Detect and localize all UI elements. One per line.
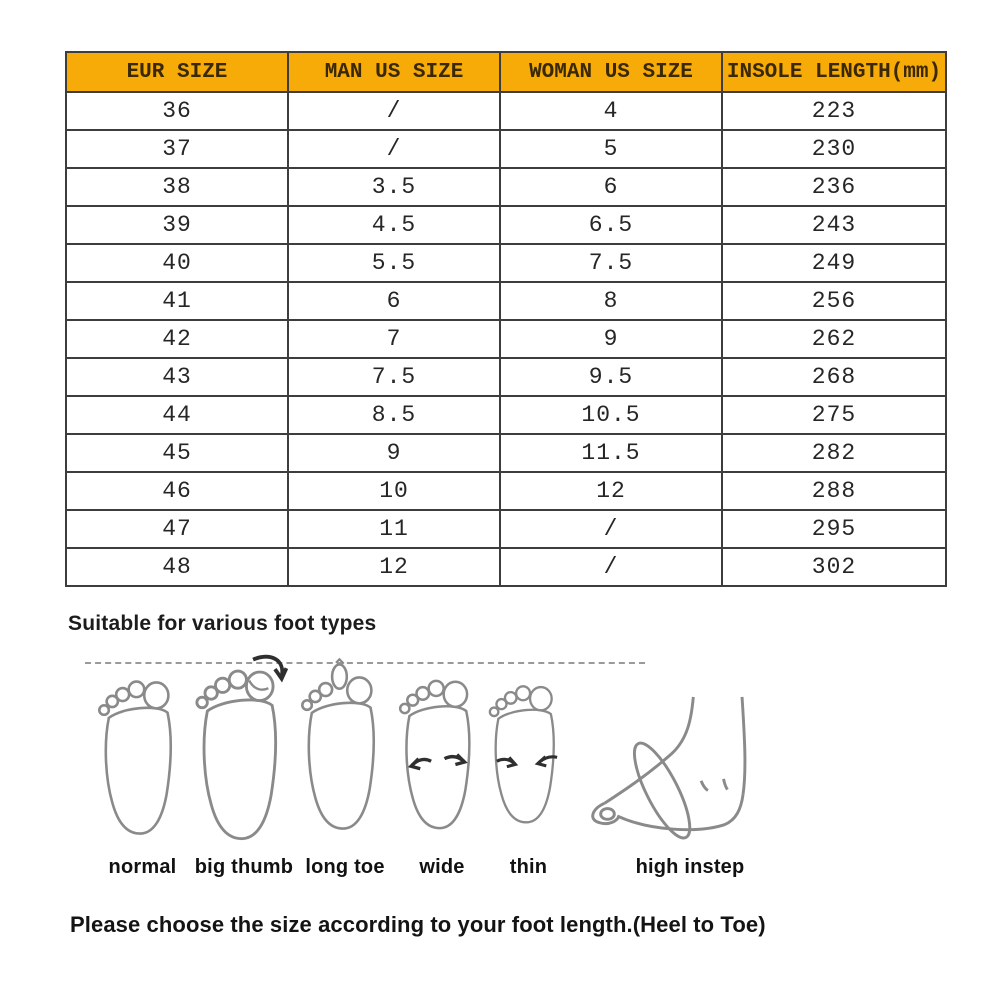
foot-type-label-normal: normal <box>108 856 177 878</box>
table-cell: 6 <box>288 282 500 320</box>
foot-side-outline-icon <box>578 695 793 851</box>
table-row <box>66 434 946 472</box>
foot-outline-icon <box>396 660 488 844</box>
foot-long-toe-illustration <box>298 654 393 846</box>
table-cell: 243 <box>722 206 946 244</box>
table-cell: 295 <box>722 510 946 548</box>
table-cell: 44 <box>66 396 288 434</box>
table-header-row <box>66 52 946 92</box>
table-cell: 7.5 <box>500 244 722 282</box>
table-cell: 38 <box>66 168 288 206</box>
table-cell: 40 <box>66 244 288 282</box>
table-row <box>66 472 946 510</box>
table-row <box>66 320 946 358</box>
table-row <box>66 130 946 168</box>
table-cell: 43 <box>66 358 288 396</box>
table-cell: 6.5 <box>500 206 722 244</box>
size-table-container <box>65 51 945 587</box>
foot-thin-illustration <box>486 660 571 844</box>
table-cell: 275 <box>722 396 946 434</box>
table-cell: / <box>288 92 500 130</box>
table-cell: 12 <box>500 472 722 510</box>
table-row <box>66 244 946 282</box>
header-cell: INSOLE LENGTH(mm) <box>722 52 946 92</box>
table-cell: 8.5 <box>288 396 500 434</box>
table-cell: 9 <box>500 320 722 358</box>
table-cell: 9.5 <box>500 358 722 396</box>
foot-outline-icon <box>298 654 393 846</box>
table-cell: 3.5 <box>288 168 500 206</box>
table-row <box>66 510 946 548</box>
table-cell: 42 <box>66 320 288 358</box>
table-row <box>66 282 946 320</box>
size-table <box>65 51 947 587</box>
table-cell: 8 <box>500 282 722 320</box>
footer-note: Please choose the size according to your foot length.(Heel to Toe) <box>70 912 766 937</box>
foot-high-instep-illustration <box>578 695 793 851</box>
table-cell: 4.5 <box>288 206 500 244</box>
table-cell: 9 <box>288 434 500 472</box>
table-cell: 5.5 <box>288 244 500 282</box>
table-row <box>66 92 946 130</box>
header-cell: EUR SIZE <box>66 52 288 92</box>
table-row <box>66 548 946 586</box>
table-row <box>66 168 946 206</box>
foot-normal-illustration <box>95 660 190 850</box>
table-cell: 11.5 <box>500 434 722 472</box>
table-cell: 256 <box>722 282 946 320</box>
foot-type-label-high-instep: high instep <box>635 856 745 878</box>
foot-type-label-long-toe: long toe <box>305 856 385 878</box>
table-cell: 10 <box>288 472 500 510</box>
table-cell: 37 <box>66 130 288 168</box>
table-cell: 7.5 <box>288 358 500 396</box>
table-cell: 11 <box>288 510 500 548</box>
table-cell: 4 <box>500 92 722 130</box>
table-cell: 223 <box>722 92 946 130</box>
table-cell: 262 <box>722 320 946 358</box>
table-cell: 48 <box>66 548 288 586</box>
foot-outline-icon <box>486 660 571 844</box>
table-cell: 6 <box>500 168 722 206</box>
table-cell: 41 <box>66 282 288 320</box>
table-cell: 46 <box>66 472 288 510</box>
table-cell: 7 <box>288 320 500 358</box>
foot-wide-illustration <box>396 660 488 844</box>
table-cell: 45 <box>66 434 288 472</box>
table-row <box>66 358 946 396</box>
table-cell: 268 <box>722 358 946 396</box>
table-cell: 302 <box>722 548 946 586</box>
table-cell: 230 <box>722 130 946 168</box>
table-cell: 236 <box>722 168 946 206</box>
table-cell: 10.5 <box>500 396 722 434</box>
foot-outline-icon <box>192 652 297 852</box>
foot-type-label-wide: wide <box>419 856 465 878</box>
foot-type-label-big-thumb: big thumb <box>194 856 294 878</box>
foot-outline-icon <box>95 660 190 850</box>
table-row <box>66 396 946 434</box>
foot-types-title: Suitable for various foot types <box>68 612 377 635</box>
foot-big-thumb-illustration <box>192 652 297 852</box>
foot-type-label-thin: thin <box>509 856 548 878</box>
table-cell: 288 <box>722 472 946 510</box>
header-cell: MAN US SIZE <box>288 52 500 92</box>
table-cell: 39 <box>66 206 288 244</box>
table-cell: 249 <box>722 244 946 282</box>
table-cell: / <box>288 130 500 168</box>
table-cell: 282 <box>722 434 946 472</box>
table-cell: 5 <box>500 130 722 168</box>
table-cell: / <box>500 548 722 586</box>
header-cell: WOMAN US SIZE <box>500 52 722 92</box>
foot-types-diagram <box>0 650 1000 910</box>
table-cell: 47 <box>66 510 288 548</box>
table-cell: / <box>500 510 722 548</box>
table-cell: 36 <box>66 92 288 130</box>
table-row <box>66 206 946 244</box>
table-cell: 12 <box>288 548 500 586</box>
